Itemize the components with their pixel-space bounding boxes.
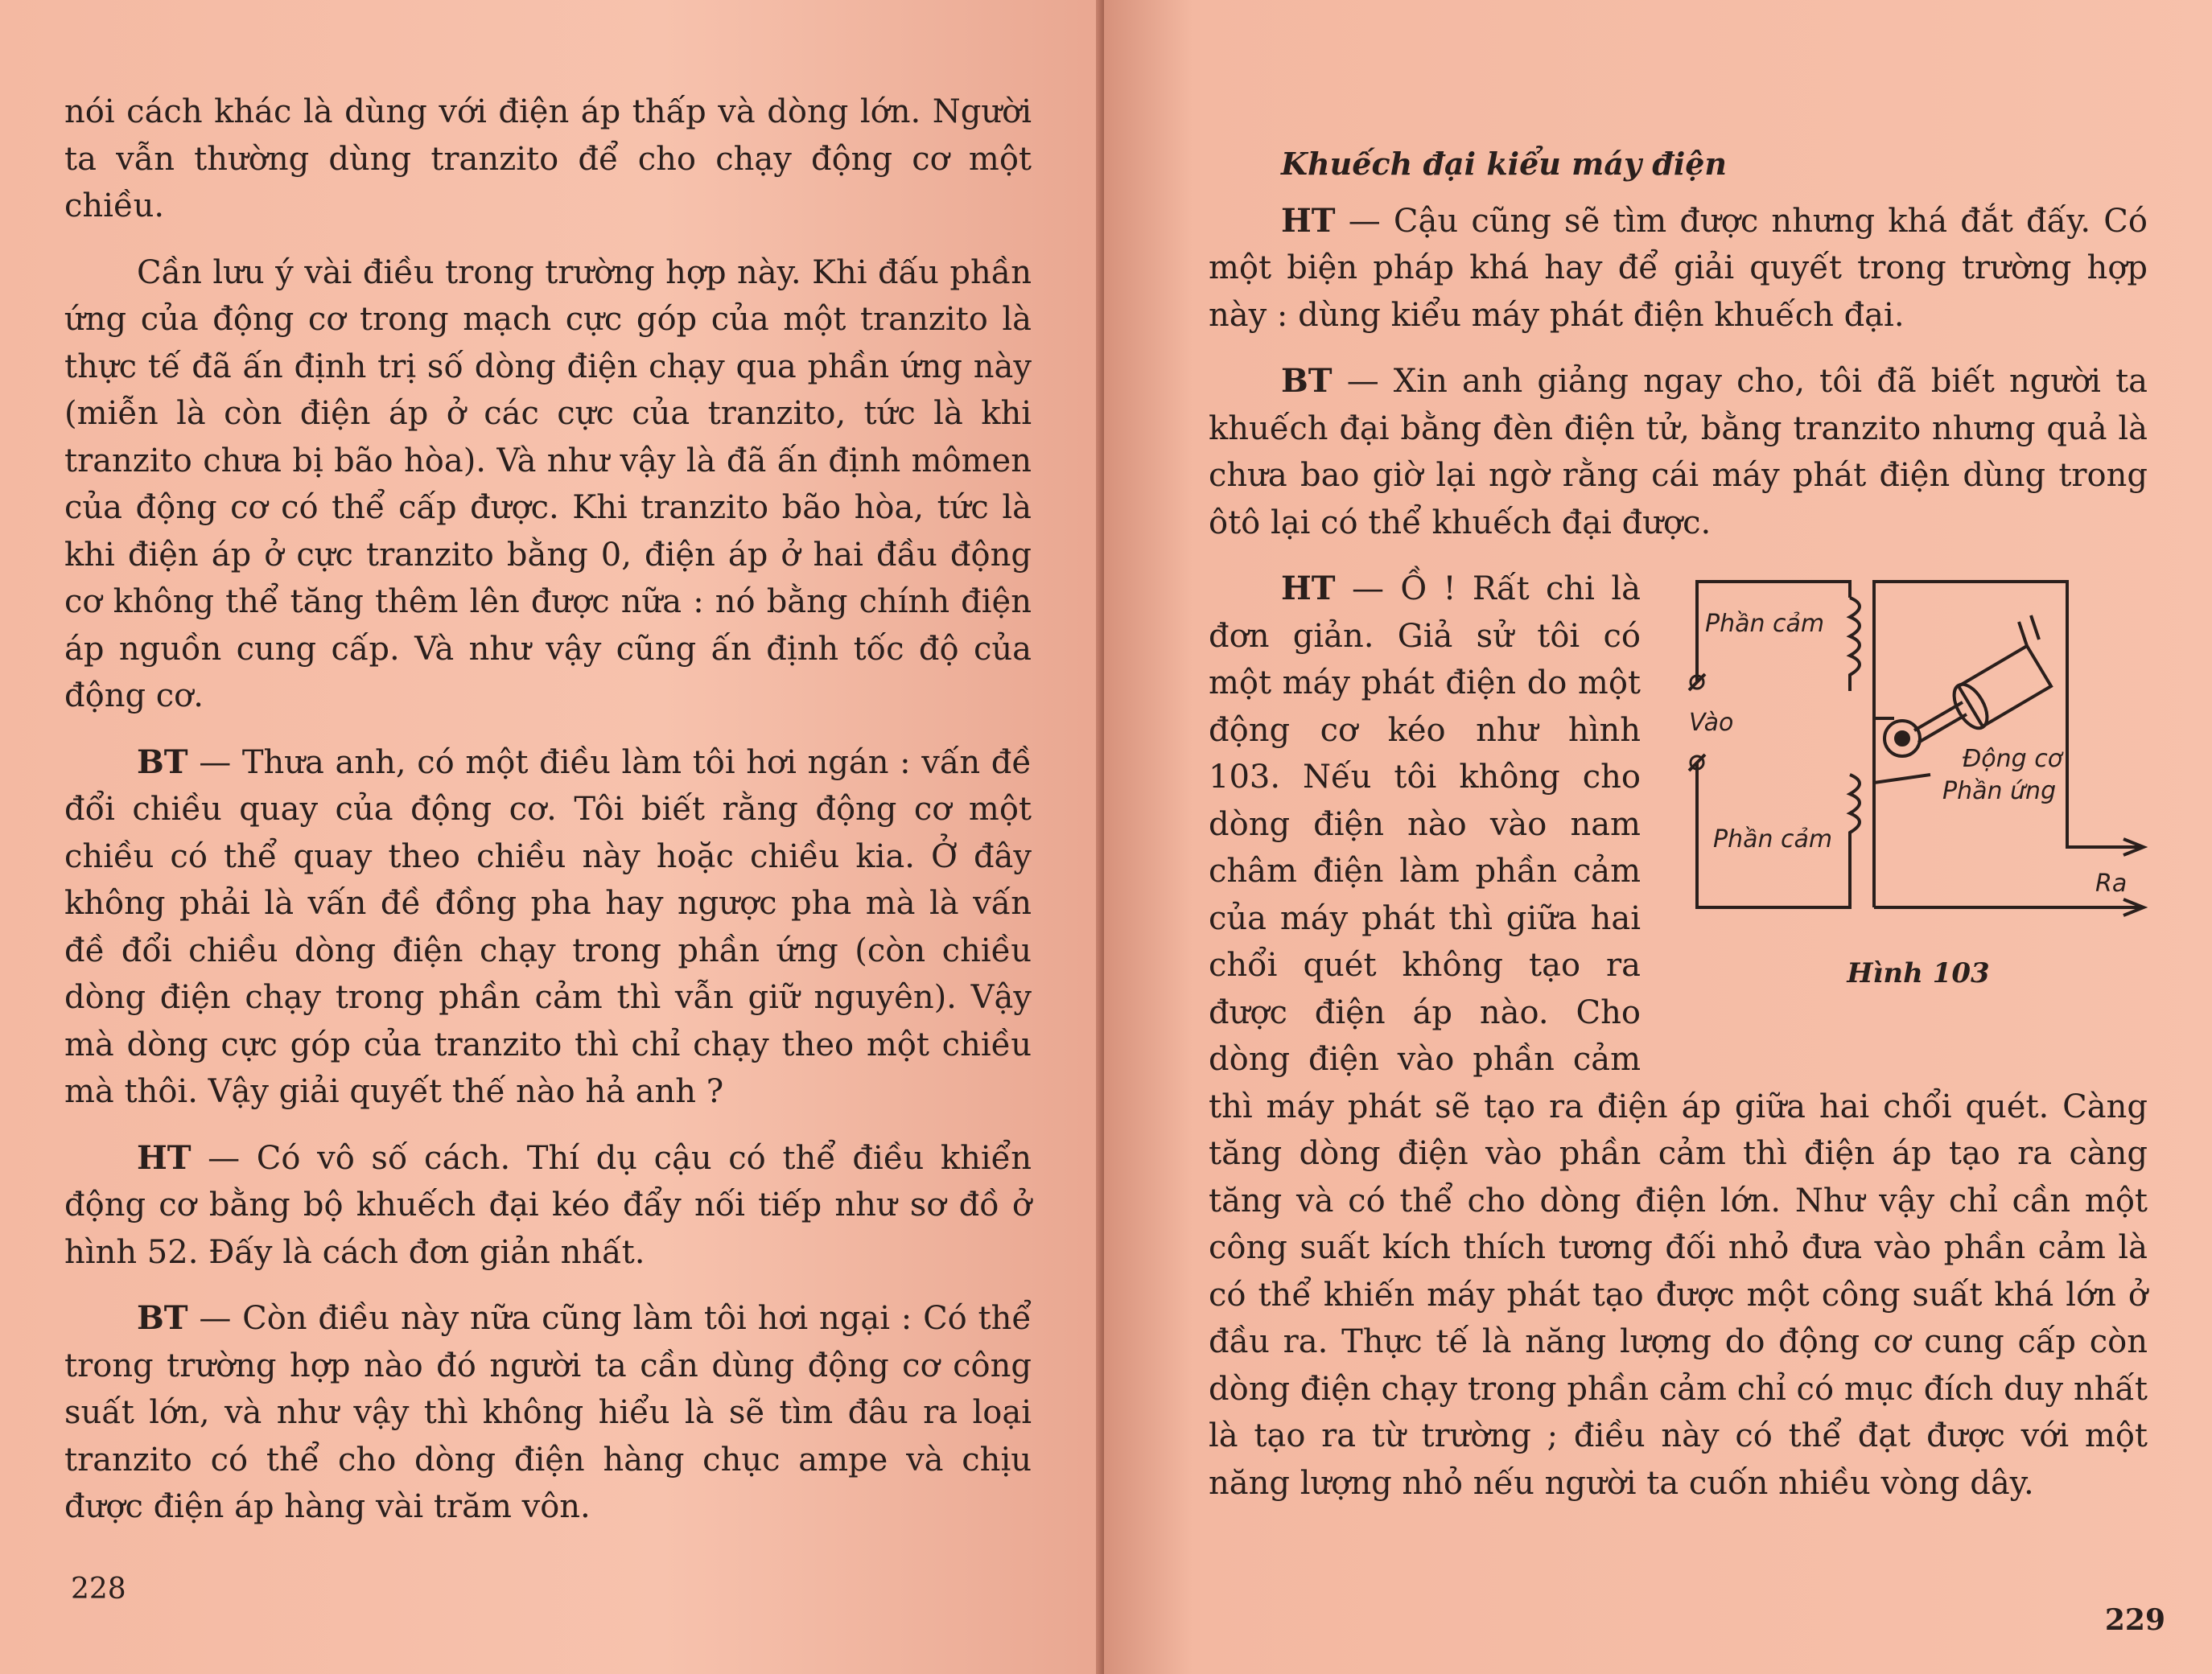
label-output: Ra xyxy=(2095,870,2128,898)
paragraph: Cần lưu ý vài điều trong trường hợp này. Khi đấu phần ứng của động cơ trong mạch cực góp của một tranzito là thực tế đã ấn định trị số dòng điện chạy qua phần ứng này (miễn là còn điện áp ở các cực của tranzito, tức là khi tranzito chưa bị bão hòa). Và như vậy là đã ấn định mômen của động cơ có thể cấp được. Khi tranzito bão hòa, tức là khi điện áp ở cực tranzito bằng 0, điện áp ở hai đầu động cơ không thể tăng thêm lên được nữa : nó bằng chính điện áp nguồn cung cấp. Và như vậy cũng ấn định tốc độ của động cơ. xyxy=(64,253,1032,714)
label-armature: Phần ứng xyxy=(1942,777,2057,805)
speaker-label: BT xyxy=(137,1299,188,1337)
page-number: 228 xyxy=(71,1573,126,1606)
dialogue-paragraph xyxy=(1209,198,2148,339)
label-input: Vào xyxy=(1689,709,1734,737)
figure-103 xyxy=(1673,566,2148,1056)
speaker-label: HT xyxy=(137,1138,192,1177)
label-motor: Động cơ xyxy=(1963,745,2063,773)
figure-caption: Hình 103 xyxy=(1847,957,1990,989)
section-heading: Khuếch đại kiểu máy điện xyxy=(1281,146,1728,182)
dialogue-paragraph xyxy=(1209,358,2148,546)
dialogue-text: — Có vô số cách. Thí dụ cậu có thể điều khiển động cơ bằng bộ khuếch đại kéo đẩy nối tiếp như sơ đồ ở hình 52. Đấy là cách đơn giản nhất. xyxy=(64,1139,1032,1271)
dialogue-text: — Thưa anh, có một điều làm tôi hơi ngán : vấn đề đổi chiều quay của động cơ. Tôi biết rằng động cơ một chiều có thể quay theo chiều này hoặc chiều kia. Ở đây không phải là vấn đề đồng pha hay ngược pha mà là vấn đề đổi chiều dòng điện chạy trong phần ứng (còn chiều dòng điện chạy trong phần cảm thì vẫn giữ nguyên). Vậy mà dòng cực góp của tranzito thì chỉ chạy theo một chiều mà thôi. Vậy giải quyết thế nào hả anh ? xyxy=(64,743,1032,1110)
dialogue-paragraph xyxy=(64,1295,1032,1531)
speaker-label: HT xyxy=(1281,201,1336,240)
dialogue-paragraph xyxy=(1209,566,2148,1507)
label-field-bottom: Phần cảm xyxy=(1713,825,1833,853)
speaker-label: BT xyxy=(137,742,188,781)
generator-circuit-diagram xyxy=(1673,566,2148,952)
dialogue-text: — Còn điều này nữa cũng làm tôi hơi ngại : Có thể trong trường hợp nào đó người ta cần dùng động cơ công suất lớn, và như vậy thì không hiểu là sẽ tìm đâu ra loại tranzito có thể cho dòng điện hàng chục ampe và chịu được điện áp hàng vài trăm vôn. xyxy=(64,1300,1032,1525)
dialogue-paragraph xyxy=(64,1135,1032,1277)
speaker-label: HT xyxy=(1281,570,1336,607)
dialogue-text: — Xin anh giảng ngay cho, tôi đã biết người ta khuếch đại bằng đèn điện tử, bằng tranzito nhưng quả là chưa bao giờ lại ngờ rằng cái máy phát điện dùng trong ôtô lại có thể khuếch đại được. xyxy=(1209,363,2148,541)
page-number: 229 xyxy=(2104,1603,2165,1637)
paragraph: nói cách khác là dùng với điện áp thấp và dòng lớn. Người ta vẫn thường dùng tranzito để cho chạy động cơ một chiều. xyxy=(64,93,1032,224)
dialogue-paragraph xyxy=(64,739,1032,1116)
right-page xyxy=(1104,0,2212,1674)
dialogue-text: — Cậu cũng sẽ tìm được nhưng khá đắt đấy. Có một biện pháp khá hay để giải quyết trong trường hợp này : dùng kiểu máy phát điện khuếch đại. xyxy=(1209,202,2148,334)
speaker-label: BT xyxy=(1281,362,1333,400)
dialogue-text: — Ồ ! Rất chi là đơn giản. Giả sử tôi có một máy phát điện do một động cơ kéo như hình 103. Nếu tôi không cho dòng điện nào vào nam châm điện làm phần cảm của máy phát thì giữa hai chổi quét không tạo ra được điện áp nào. Cho dòng điện vào phần cảm thì máy phát sẽ tạo ra điện áp giữa hai chổi quét. Càng tăng dòng điện vào phần cảm thì điện áp tạo ra càng tăng và có thể cho dòng điện lớn. Như vậy chỉ cần một công suất kích thích tương đối nhỏ đưa vào phần cảm là có thể khiến máy phát tạo được một công suất khá lớn ở đầu ra. Thực tế là năng lượng do động cơ cung cấp còn dòng điện chạy trong phần cảm chỉ có mục đích duy nhất là tạo ra từ trường ; điều này có thể đạt được với một năng lượng nhỏ nếu người ta cuốn nhiều vòng dây. xyxy=(1209,570,2148,1502)
label-field-top: Phần cảm xyxy=(1705,610,1825,638)
left-page xyxy=(0,0,1104,1674)
